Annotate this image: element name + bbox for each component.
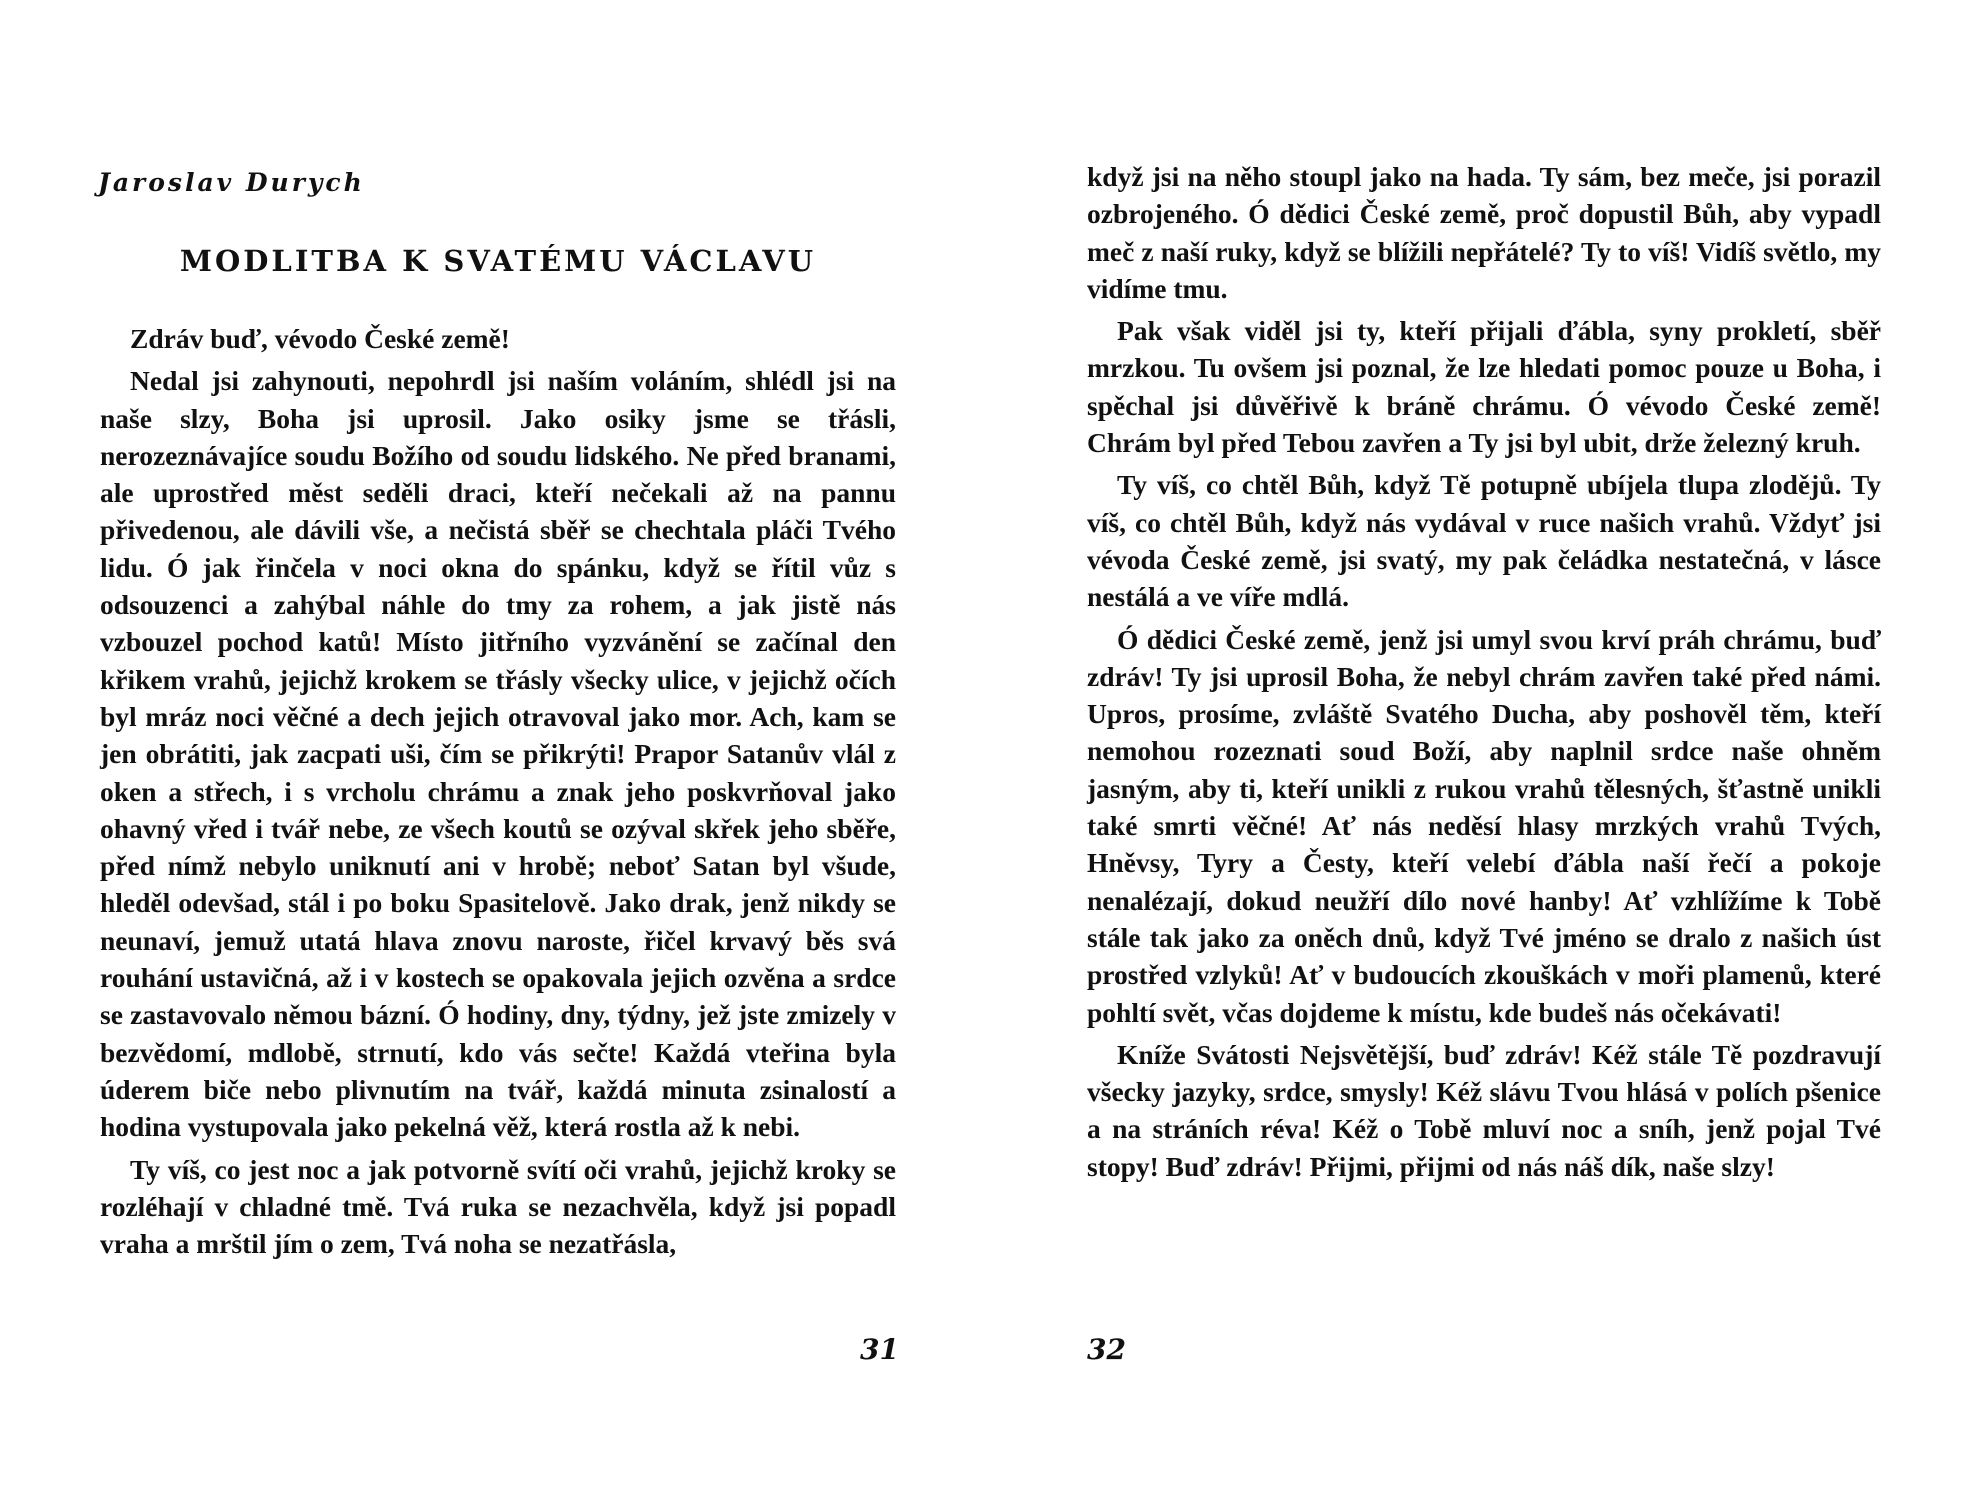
paragraph: Ty víš, co chtěl Bůh, když Tě potupně ubíjela tlupa zlodějů. Ty víš, co chtěl Bůh, když nás vydával v ruce našich vrahů. Vždyť jsi vévoda České země, jsi svatý, my pak čeládka nestatečná, v lásce nestálá a ve víře mdlá.: [1087, 469, 1881, 613]
right-page-text: [1087, 158, 1881, 1185]
page-number: 32: [1087, 1333, 1126, 1366]
paragraph: Ty víš, co jest noc a jak potvorně svítí oči vrahů, jejichž kroky se rozléhají v chladné tmě. Tvá ruka se nezachvěla, když jsi popadl vraha a mrštil jím o zem, Tvá noha se nezatřásla,: [100, 1153, 896, 1260]
paragraph: Kníže Svátosti Nejsvětější, buď zdráv! Kéž stále Tě pozdravují všecky jazyky, srdce, smysly! Kéž slávu Tvou hlásá v polích pšenice a na stráních réva! Kéž o Tobě mluví noc a sníh, jenž pojal Tvé stopy! Buď zdráv! Přijmi, přijmi od nás náš dík, naše slzy!: [1087, 1038, 1881, 1182]
paragraph: Nedal jsi zahynouti, nepohrdl jsi naším voláním, shlédl jsi na naše slzy, Boha jsi uprosil. Jako osiky jsme se třásli, nerozeznávajíce soudu Božího od soudu lidského. Ne před branami, ale uprostřed měst seděli draci, kteří nečekali až na pannu přivedenou, ale dávili vše, a nečistá sběř se chechtala pláči Tvého lidu. Ó jak řinčela v noci okna do spánku, když se řítil vůz s odsouzenci a zahýbal náhle do tmy za rohem, a jak jistě nás vzbouzel pochod katů! Místo jitřního vyzvánění se začínal den křikem vrahů, jejichž krokem se třásly všecky ulice, v jejichž očích byl mráz noci věčné a dech jejich otravoval jako mor. Ach, kam se jen obrátiti, jak zacpati uši, čím se přikrýti! Prapor Satanův vlál z oken a střech, i s vrcholu chrámu a znak jeho poskvrňoval jako ohavný vřed i tvář nebe, ze všech koutů se ozýval skřek jeho sběře, před nímž nebylo uniknutí ani v hrobě; neboť Satan byl všude, hleděl odevšad, stál i po boku Spasitelově. Jako drak, jenž nikdy se neunaví, jemuž utatá hlava znovu naroste, řičel krvavý běs svá rouhání ustavičná, až i v kostech se opakovala jejich ozvěna a srdce se zastavovalo němou bázní. Ó hodiny, dny, týdny, jež jste zmizely v bezvědomí, mdlobě, strnutí, kdo vás sečte! Každá vteřina byla úderem biče nebo plivnutím na tvář, každá minuta zsinalostí a hodina vystupovala jako pekelná věž, která rostla až k nebi.: [100, 365, 896, 1143]
poem-title: MODLITBA K SVATÉMU VÁCLAVU: [179, 244, 817, 278]
paragraph: Zdráv buď, vévodo České země!: [130, 323, 510, 354]
paragraph: Ó dědici České země, jenž jsi umyl svou krví práh chrámu, buď zdráv! Ty jsi uprosil Boha, že nebyl chrám zavřen také před námi. Upros, prosíme, zvláště Svatého Ducha, aby poshověl těm, kteří nemohou rozeznati soud Boží, aby naplnil srdce naše ohněm jasným, aby ti, kteří unikli z rukou vrahů tělesných, šťastně unikli také smrti věčné! Ať nás neděsí hlasy mrzkých vrahů Tvých, Hněvsy, Tyry a Česty, kteří velebí ďábla naší řečí a pokoje nenalézají, dokud neužří dílo nové hanby! Ať vzhlížíme k Tobě stále tak jako za oněch dnů, když Tvé jméno se dralo z našich úst prostřed vzlyků! Ať v budoucích zkouškách v moři plamenů, které pohltí svět, včas dojdeme k místu, kde budeš nás očekávati!: [1087, 623, 1881, 1028]
page-number: 31: [860, 1333, 899, 1366]
left-page-text: [100, 320, 896, 1262]
paragraph: Pak však viděl jsi ty, kteří přijali ďábla, syny prokletí, sběř mrzkou. Tu ovšem jsi poznal, že lze hledati pomoc pouze u Boha, i spěchal jsi důvěřivě k bráně chrámu. Ó vévodo České země! Chrám byl před Tebou zavřen a Ty jsi byl ubit, drže železný kruh.: [1087, 315, 1881, 459]
author-name: Jaroslav Durych: [98, 168, 365, 197]
right-page: [988, 0, 1976, 1500]
paragraph: když jsi na něho stoupl jako na hada. Ty sám, bez meče, jsi porazil ozbrojeného. Ó dědici České země, proč dopustil Bůh, aby vypadl meč z naší ruky, když se blížili nepřátelé? Ty to víš! Vidíš světlo, my vidíme tmu.: [1087, 161, 1881, 304]
